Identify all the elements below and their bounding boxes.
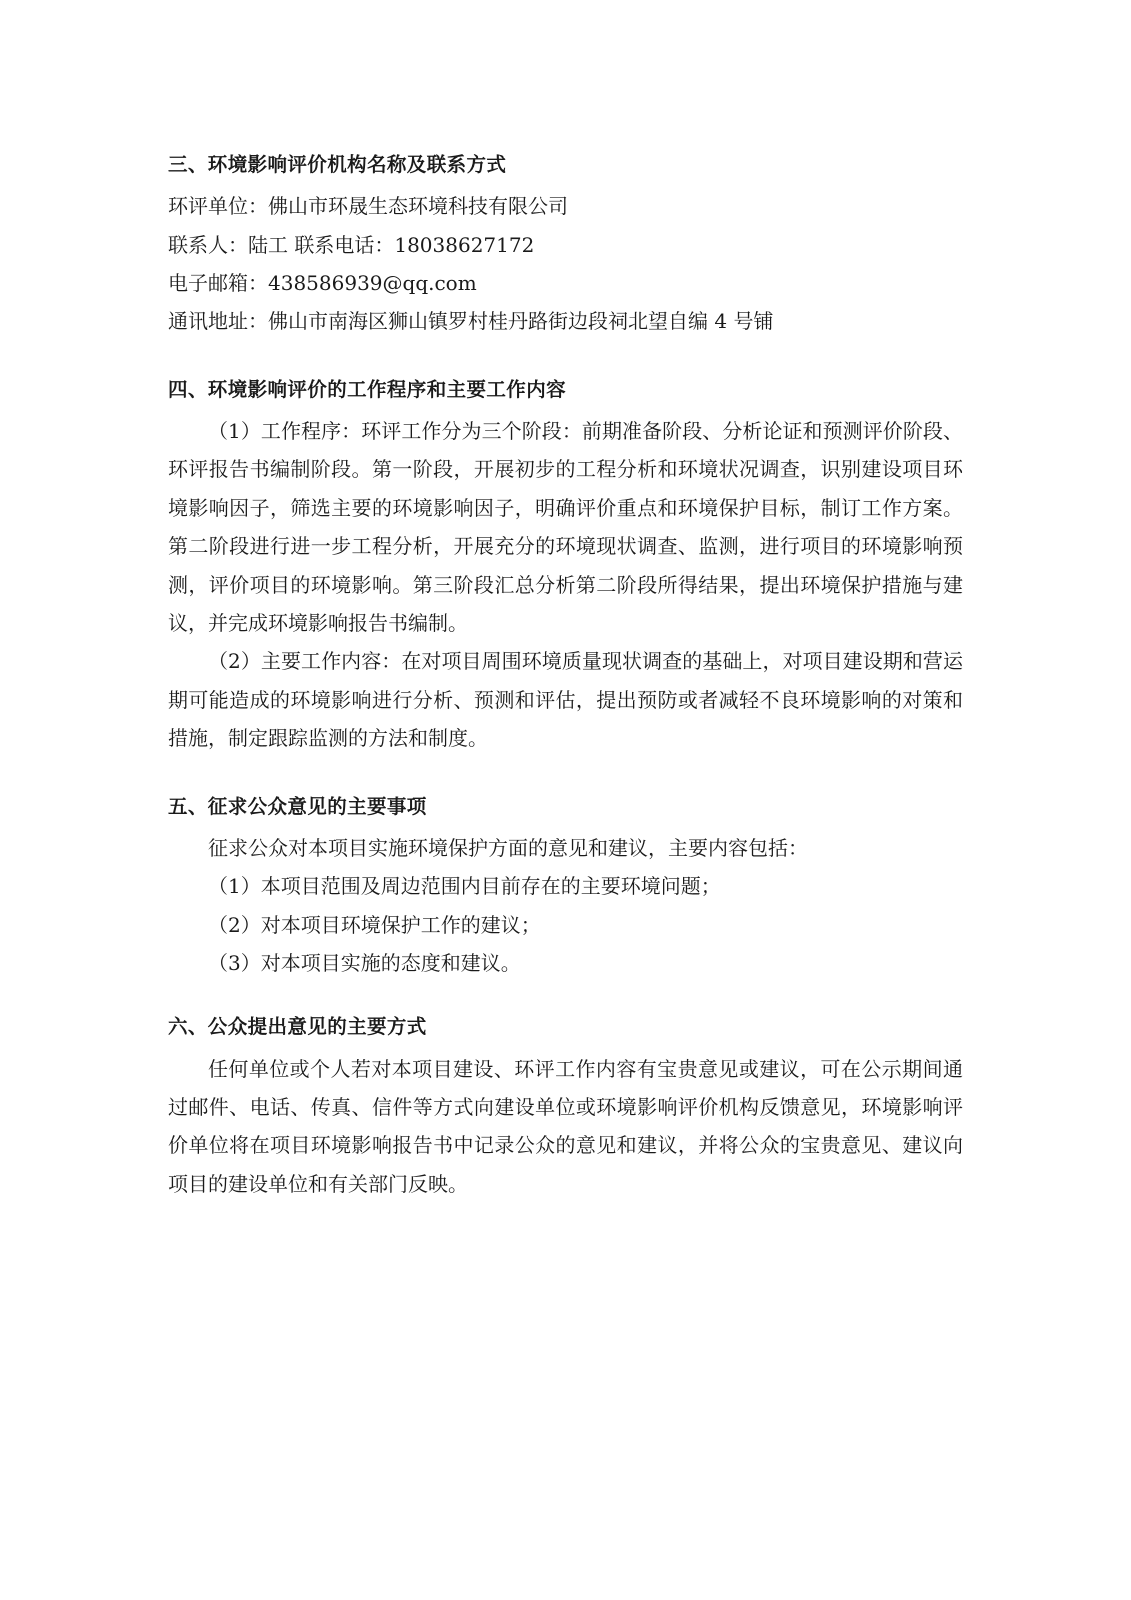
public-opinion-item-3: （3）对本项目实施的态度和建议。 bbox=[208, 951, 521, 975]
ea-agency-name-line: 环评单位：佛山市环晟生态环境科技有限公司 bbox=[168, 194, 568, 219]
document-body bbox=[168, 150, 963, 1203]
main-work-content-paragraph: （2）主要工作内容：在对项目周围环境质量现状调查的基础上，对项目建设期和营运期可能造成的环境影响进行分析、预测和评估，提出预防或者减轻不良环境影响的对策和措施，制定跟踪监测的方法和制度。 bbox=[168, 649, 963, 751]
section-heading-three: 三、环境影响评价机构名称及联系方式 bbox=[168, 153, 507, 176]
section-heading-five: 五、征求公众意见的主要事项 bbox=[168, 794, 427, 818]
ea-address-line: 通讯地址：佛山市南海区狮山镇罗村桂丹路街边段祠北望自编 4 号铺 bbox=[168, 309, 774, 334]
public-opinion-item-1: （1）本项目范围及周边范围内目前存在的主要环境问题； bbox=[208, 874, 721, 899]
public-opinion-item-2: （2）对本项目环境保护工作的建议； bbox=[208, 912, 541, 937]
ea-email-line: 电子邮箱：438586939@qq.com bbox=[168, 271, 477, 296]
public-opinion-lead: 征求公众对本项目实施环境保护方面的意见和建议，主要内容包括： bbox=[208, 835, 808, 860]
work-procedure-paragraph: （1）工作程序：环评工作分为三个阶段：前期准备阶段、分析论证和预测评价阶段、环评报告书编制阶段。第一阶段，开展初步的工程分析和环境状况调查，识别建设项目环境影响因子，筛选主要的环境影响因子，明确评价重点和环境保护目标，制订工作方案。第二阶段进行进一步工程分析，开展充分的环境现状调查、监测，进行项目的环境影响预测，评价项目的环境影响。第三阶段汇总分析第二阶段所得结果，提出环境保护措施与建议，并完成环境影响报告书编制。 bbox=[168, 419, 963, 636]
section-heading-six: 六、公众提出意见的主要方式 bbox=[168, 1015, 427, 1039]
feedback-method-paragraph: 任何单位或个人若对本项目建设、环评工作内容有宝贵意见或建议，可在公示期间通过邮件、电话、传真、信件等方式向建设单位或环境影响评价机构反馈意见，环境影响评价单位将在项目环境影响报告书中记录公众的意见和建议，并将公众的宝贵意见、建议向项目的建设单位和有关部门反映。 bbox=[168, 1056, 963, 1196]
section-heading-four: 四、环境影响评价的工作程序和主要工作内容 bbox=[168, 377, 567, 401]
ea-contact-line: 联系人：陆工 联系电话：18038627172 bbox=[168, 232, 535, 257]
